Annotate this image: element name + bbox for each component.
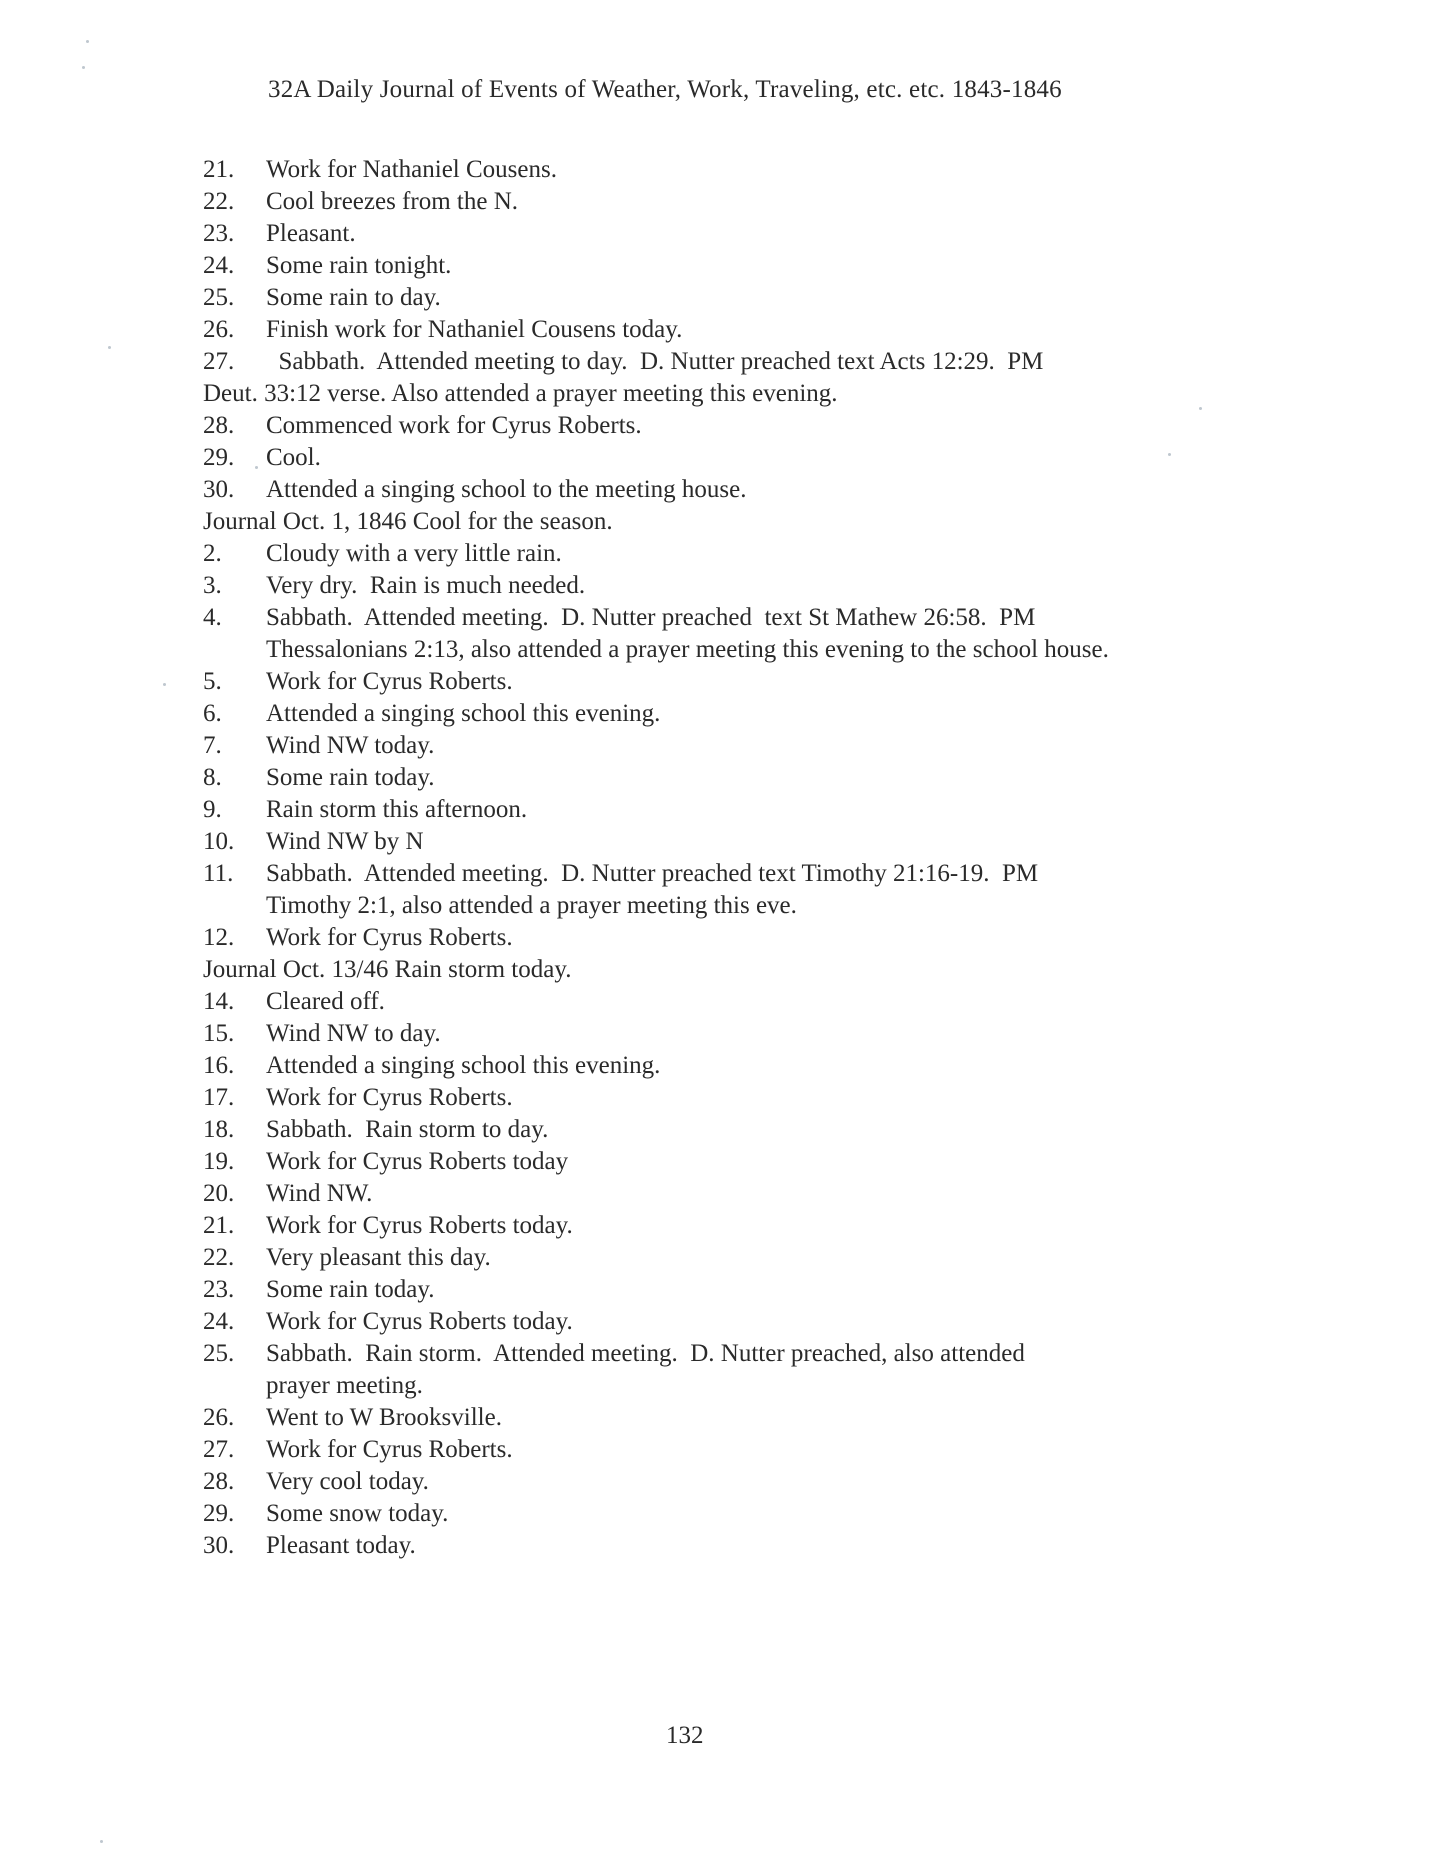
entry-number: 28.: [203, 412, 235, 439]
entry-text: Attended a singing school to the meeting house.: [266, 476, 747, 503]
journal-entry: [0, 1498, 1430, 1530]
journal-entry: [0, 986, 1430, 1018]
scan-speck: [1168, 453, 1171, 456]
entry-number: 30.: [203, 1532, 235, 1559]
scan-speck: [255, 466, 258, 469]
entry-text: Sabbath. Rain storm. Attended meeting. D. Nutter preached, also attended: [266, 1340, 1025, 1367]
journal-entry: [0, 922, 1430, 954]
entry-text: Some snow today.: [266, 1500, 449, 1527]
journal-entry: [0, 1018, 1430, 1050]
entry-number: 2.: [203, 540, 222, 567]
journal-entry: [0, 1306, 1430, 1338]
entry-text: Very pleasant this day.: [266, 1244, 491, 1271]
journal-entry: [0, 666, 1430, 698]
entry-text: Very dry. Rain is much needed.: [266, 572, 586, 599]
entry-number: 17.: [203, 1084, 235, 1111]
entry-text: Sabbath. Attended meeting to day. D. Nutter preached text Acts 12:29. PM: [266, 348, 1044, 375]
entry-number: 22.: [203, 188, 235, 215]
journal-heading: [0, 954, 1430, 986]
entry-continuation: Deut. 33:12 verse. Also attended a prayer meeting this evening.: [203, 380, 838, 407]
journal-entry: [0, 1434, 1430, 1466]
entry-number: 5.: [203, 668, 222, 695]
journal-entry: [0, 1274, 1430, 1306]
scan-speck: [1199, 407, 1202, 410]
journal-entry: [0, 1466, 1430, 1498]
journal-entry: [0, 602, 1430, 666]
entry-number: 4.: [203, 604, 222, 631]
entry-continuation: Thessalonians 2:13, also attended a prayer meeting this evening to the school house.: [266, 636, 1109, 663]
journal-entry: [0, 218, 1430, 250]
entry-text: Attended a singing school this evening.: [266, 700, 661, 727]
entry-text: Work for Nathaniel Cousens.: [266, 156, 557, 183]
journal-entry: [0, 1082, 1430, 1114]
entry-text: Pleasant.: [266, 220, 356, 247]
entry-number: 23.: [203, 1276, 235, 1303]
journal-entry: [0, 698, 1430, 730]
entry-text: Sabbath. Attended meeting. D. Nutter preached text Timothy 21:16-19. PM: [266, 860, 1039, 887]
entry-number: 25.: [203, 1340, 235, 1367]
entry-text: Some rain today.: [266, 1276, 435, 1303]
entry-number: 12.: [203, 924, 235, 951]
journal-entry: [0, 154, 1430, 186]
journal-entry: [0, 858, 1430, 922]
journal-entry: [0, 1114, 1430, 1146]
entry-number: 25.: [203, 284, 235, 311]
page-number: 132: [666, 1722, 704, 1749]
scan-speck: [163, 683, 166, 686]
journal-entry: [0, 1178, 1430, 1210]
journal-entry: [0, 186, 1430, 218]
entry-text: Went to W Brooksville.: [266, 1404, 502, 1431]
entry-continuation: Timothy 2:1, also attended a prayer meeting this eve.: [266, 892, 797, 919]
entry-text: Wind NW by N: [266, 828, 424, 855]
scan-speck: [86, 40, 89, 43]
entry-number: 15.: [203, 1020, 235, 1047]
journal-entry: [0, 1402, 1430, 1434]
journal-entry: [0, 1050, 1430, 1082]
entry-text: Cool breezes from the N.: [266, 188, 519, 215]
entry-number: 24.: [203, 252, 235, 279]
entry-text: Finish work for Nathaniel Cousens today.: [266, 316, 683, 343]
entry-text: Wind NW today.: [266, 732, 435, 759]
entry-text: Work for Cyrus Roberts.: [266, 924, 513, 951]
entry-number: 6.: [203, 700, 222, 727]
entry-text: Wind NW to day.: [266, 1020, 441, 1047]
entry-text: Rain storm this afternoon.: [266, 796, 528, 823]
entry-number: 27.: [203, 1436, 235, 1463]
journal-entry: [0, 346, 1430, 410]
entry-continuation: prayer meeting.: [266, 1372, 423, 1399]
entry-text: Some rain to day.: [266, 284, 441, 311]
journal-entry: [0, 1146, 1430, 1178]
entry-number: 16.: [203, 1052, 235, 1079]
entry-text: Very cool today.: [266, 1468, 429, 1495]
entry-text: Attended a singing school this evening.: [266, 1052, 661, 1079]
entry-number: 18.: [203, 1116, 235, 1143]
entry-text: Work for Cyrus Roberts.: [266, 1436, 513, 1463]
entry-number: 26.: [203, 1404, 235, 1431]
scan-speck: [100, 1840, 103, 1843]
journal-heading-text: Journal Oct. 1, 1846 Cool for the season.: [203, 508, 613, 535]
journal-entry: [0, 762, 1430, 794]
entry-text: Work for Cyrus Roberts.: [266, 1084, 513, 1111]
journal-entry: [0, 474, 1430, 506]
journal-entry: [0, 1530, 1430, 1562]
journal-entry: [0, 282, 1430, 314]
entry-text: Some rain tonight.: [266, 252, 452, 279]
scan-speck: [82, 66, 85, 69]
journal-entry: [0, 250, 1430, 282]
entry-text: Pleasant today.: [266, 1532, 416, 1559]
journal-entry: [0, 570, 1430, 602]
entry-number: 14.: [203, 988, 235, 1015]
entry-list: [0, 154, 1430, 1562]
journal-entry: [0, 1210, 1430, 1242]
journal-entry: [0, 1338, 1430, 1402]
entry-text: Work for Cyrus Roberts today.: [266, 1212, 573, 1239]
journal-entry: [0, 1242, 1430, 1274]
entry-number: 29.: [203, 444, 235, 471]
entry-number: 23.: [203, 220, 235, 247]
entry-text: Commenced work for Cyrus Roberts.: [266, 412, 642, 439]
entry-number: 30.: [203, 476, 235, 503]
entry-number: 24.: [203, 1308, 235, 1335]
entry-text: Sabbath. Rain storm to day.: [266, 1116, 549, 1143]
entry-number: 9.: [203, 796, 222, 823]
entry-number: 28.: [203, 1468, 235, 1495]
journal-entry: [0, 730, 1430, 762]
journal-entry: [0, 314, 1430, 346]
entry-number: 19.: [203, 1148, 235, 1175]
journal-entry: [0, 538, 1430, 570]
journal-entry: [0, 410, 1430, 442]
entry-text: Sabbath. Attended meeting. D. Nutter preached text St Mathew 26:58. PM: [266, 604, 1036, 631]
scan-speck: [108, 346, 111, 349]
entry-text: Wind NW.: [266, 1180, 373, 1207]
entry-number: 11.: [203, 860, 234, 887]
entry-number: 27.: [203, 348, 235, 375]
entry-number: 8.: [203, 764, 222, 791]
entry-text: Work for Cyrus Roberts today.: [266, 1308, 573, 1335]
journal-heading-text: Journal Oct. 13/46 Rain storm today.: [203, 956, 572, 983]
entry-text: Cloudy with a very little rain.: [266, 540, 562, 567]
entry-text: Work for Cyrus Roberts today: [266, 1148, 569, 1175]
entry-text: Work for Cyrus Roberts.: [266, 668, 513, 695]
journal-entry: [0, 442, 1430, 474]
entry-number: 7.: [203, 732, 222, 759]
entry-number: 29.: [203, 1500, 235, 1527]
entry-number: 3.: [203, 572, 222, 599]
entry-text: Some rain today.: [266, 764, 435, 791]
entry-number: 21.: [203, 156, 235, 183]
journal-heading: [0, 506, 1430, 538]
page-header: 32A Daily Journal of Events of Weather, Work, Traveling, etc. etc. 1843-1846: [268, 76, 1062, 103]
entry-number: 10.: [203, 828, 235, 855]
entry-number: 20.: [203, 1180, 235, 1207]
entry-text: Cleared off.: [266, 988, 385, 1015]
journal-entry: [0, 794, 1430, 826]
journal-entry: [0, 826, 1430, 858]
entry-number: 21.: [203, 1212, 235, 1239]
entry-number: 22.: [203, 1244, 235, 1271]
entry-text: Cool.: [266, 444, 321, 471]
entry-number: 26.: [203, 316, 235, 343]
